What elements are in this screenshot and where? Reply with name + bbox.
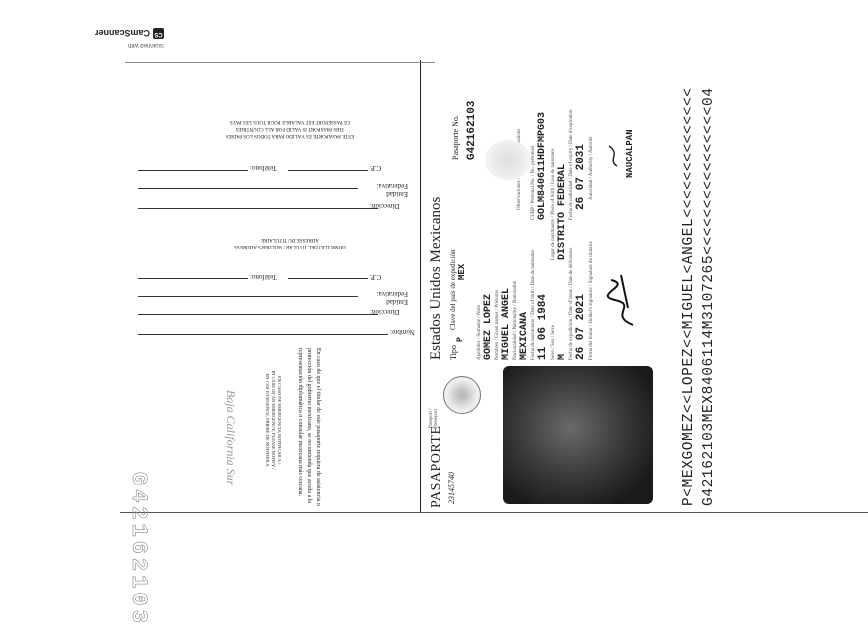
label-state: Entidad Federativa: <box>376 290 408 306</box>
address-title-line: DOMICILIO DEL TITULAR / HOLDER'S ADDRESS <box>234 244 346 249</box>
curp-label: CURP / Personal No. / No. personnel <box>531 145 536 220</box>
label-cp-2: C.P. <box>370 164 382 172</box>
ghost-photo <box>485 140 531 180</box>
form-line <box>138 170 248 171</box>
validity-line: CE PASSEPORT EST VALABLE POUR TOUS LES PAYS <box>229 119 351 124</box>
note-line: protección del gobierno mexicano, se recomienda que acuda a la <box>306 348 312 503</box>
dob-label: Fecha de nacimiento / Date of birth / Date de naissance <box>531 249 536 360</box>
address-title <box>210 236 370 250</box>
mrz-line-1: P<MEXGOMEZ<<LOPEZ<<MIGUEL<ANGEL<<<<<<<<<<<<<< <box>681 87 697 506</box>
note-line: representación diplomática o consular mexicana más cercana. <box>297 348 303 497</box>
given-names-value: MIGUEL ANGEL <box>501 287 512 360</box>
doc-code: 23145740 <box>447 472 456 504</box>
form-line <box>288 170 368 171</box>
curp-value: GOLM840611HDFMPG03 <box>537 111 548 220</box>
pob-label: Lugar de nacimiento / Place of birth / Lieu de naissance <box>551 148 556 260</box>
passport-no-value: G42162103 <box>466 100 478 160</box>
issue-value: 26 07 2021 <box>575 293 587 360</box>
form-line <box>288 278 368 279</box>
type-label: Tipo <box>449 345 458 360</box>
validity-line: ESTE PASAPORTE ES VÁLIDO PARA TODOS LOS PAÍSES <box>225 133 355 138</box>
camscanner-logo-icon: CS <box>153 28 164 39</box>
country-name: Estados Unidos Mexicanos <box>428 196 444 360</box>
surname-label: Apellidos / Surname / Nom <box>477 305 482 360</box>
label-state-2: Entidad Federativa: <box>376 182 408 198</box>
passport-no-label: Pasaporte No. <box>451 115 460 160</box>
passport-data-page <box>425 60 720 510</box>
doc-title-sub: Passport / Passeport <box>429 408 439 428</box>
emergency-line: EN CASO DE EMERGENCIA NOTIFICAR A / <box>277 375 282 464</box>
emergency-line: IN CASE OF AN EMERGENCY, PLEASE NOTIFY / <box>271 370 276 470</box>
nationality-label: Nacionalidad / Nationality / Nationalité <box>513 280 518 360</box>
form-line <box>138 314 378 315</box>
surname-value: GOMEZ LOPEZ <box>483 293 494 360</box>
country-code-value: MEX <box>457 263 467 280</box>
expiry-label: Fecha de caducidad / Date of expiry / Date d'expiration <box>569 109 574 220</box>
dob-value: 11 06 1984 <box>537 293 549 360</box>
type-value: P <box>456 337 465 342</box>
country-code-block <box>449 250 467 330</box>
validity-text <box>190 118 390 139</box>
doc-title: PASAPORTE <box>429 425 444 508</box>
label-phone-2: Teléfono: <box>250 164 277 172</box>
label-phone: Teléfono: <box>250 273 277 281</box>
sex-label: Sexo / Sex / Sexe <box>551 325 556 360</box>
holder-photo <box>503 366 653 504</box>
sex-value: M <box>557 353 568 360</box>
form-line <box>138 188 358 189</box>
address-title-line: ADRESSE DU TITULAIRE <box>261 237 319 242</box>
form-line <box>138 296 358 297</box>
type-block <box>449 337 465 360</box>
form-line <box>138 208 378 209</box>
coat-of-arms-icon <box>443 376 481 414</box>
fold-line <box>120 512 868 513</box>
validity-line: THIS PASSPORT IS VALID FOR ALL COUNTRIES <box>235 126 345 131</box>
country-code-label: Clave del país de expedición <box>449 249 457 330</box>
note-line: En caso de que el titular de este pasaporte requiera de asistencia o <box>315 348 321 506</box>
form-line <box>138 334 388 335</box>
signature-label: Firma del titular / Holder's signature / Signature du titulaire <box>589 241 594 360</box>
emergency-notice <box>264 350 282 490</box>
label-address-2: Dirección: <box>370 202 400 210</box>
given-names-label: Nombres / Given names / Prénoms <box>495 290 500 360</box>
authority-label: Autoridad / Authority / Autorité <box>589 136 594 200</box>
camscanner-watermark <box>94 22 168 52</box>
nationality-value: MEXICANA <box>519 311 530 360</box>
scanner-caption: Scanned with <box>127 42 164 48</box>
state-stamp: Baja California Sur <box>224 390 238 486</box>
passport-number-block <box>451 101 478 160</box>
issue-label: Fecha de expedición / Date of issue / Date de délivrance <box>569 247 574 360</box>
contact-form-2 <box>138 150 408 220</box>
label-address: Dirección: <box>370 308 400 316</box>
label-name: Nombre: <box>390 328 415 336</box>
label-cp: C.P. <box>370 273 382 281</box>
assistance-note <box>295 348 322 518</box>
mrz-line-2: G42162103MEX8406114M3107265<<<<<<<<<<<<<<<<04 <box>701 87 717 506</box>
expiry-value: 26 07 2031 <box>575 143 587 210</box>
pob-value: DISTRITO FEDERAL <box>557 163 568 260</box>
form-line <box>138 278 248 279</box>
perforated-serial: G42162103 <box>126 472 151 627</box>
holder-signature <box>603 260 643 330</box>
page-divider <box>420 60 421 512</box>
authority-value: NAUCALPAN <box>625 129 635 178</box>
contact-form-1 <box>138 248 415 348</box>
authority-signature <box>603 140 625 170</box>
page-top-edge <box>125 62 435 63</box>
emergency-line: EN CAS D'URGENCE, PRIERE DE NOTIFIER A <box>265 373 270 467</box>
scanner-brand: CamScanner <box>94 28 150 39</box>
